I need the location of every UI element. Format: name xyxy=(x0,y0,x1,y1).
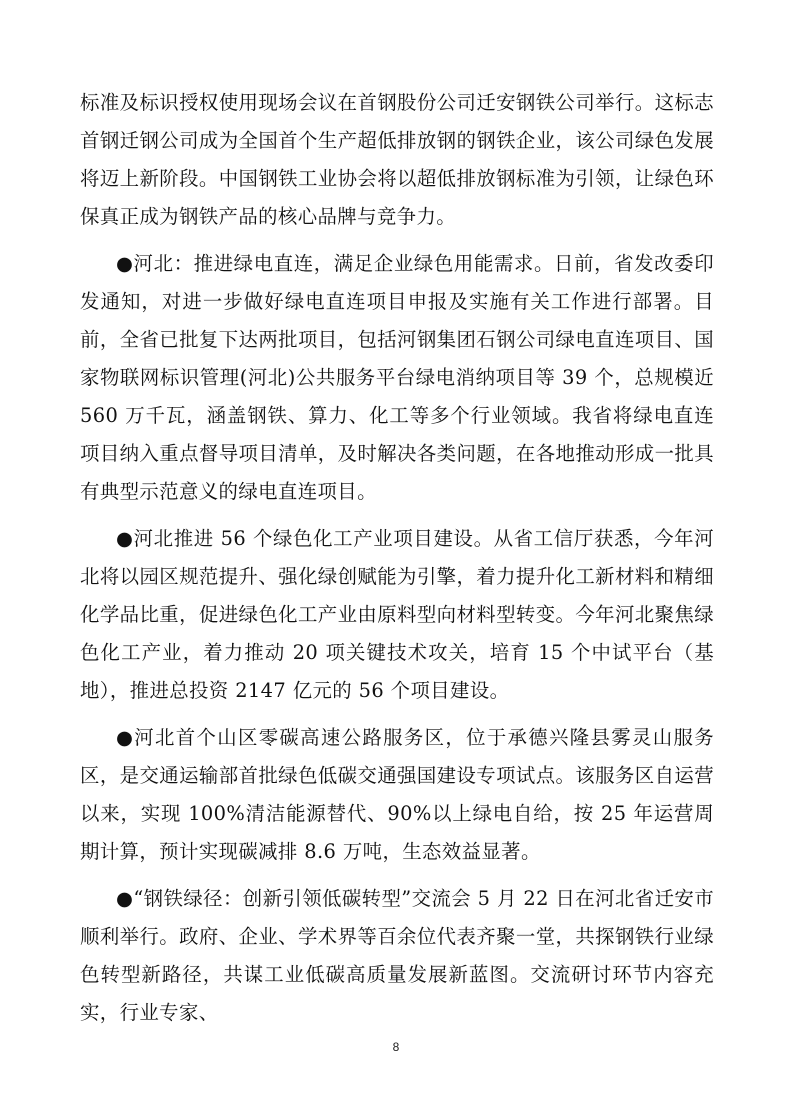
paragraph-hebei-green-power: ●河北：推进绿电直连，满足企业绿色用能需求。日前，省发改委印发通知，对进一步做好绿电直连项目申报及实施有关工作进行部署。目前，全省已批复下达两批项目，包括河钢集团石钢公司绿电直连项目、国家物联网标识管理(河北)公共服务平台绿电消纳项目等 39 个，总规模近 560 万千瓦，涵盖钢铁、算力、化工等多个行业领域。我省将绿电直连项目纳入重点督导项目清单，及时解决各类问题，在各地推动形成一批具有典型示范意义的绿电直连项目。 xyxy=(80,252,714,503)
paragraph-hebei-service-area: ●河北首个山区零碳高速公路服务区，位于承德兴隆县雾灵山服务区，是交通运输部首批绿色低碳交通强国建设专项试点。该服务区自运营以来，实现 100%清洁能源替代、90%以上绿电自给，按 25 年运营周期计算，预计实现碳减排 8.6 万吨，生态效益显著。 xyxy=(80,726,714,863)
paragraph-continuation: 标准及标识授权使用现场会议在首钢股份公司迁安钢铁公司举行。这标志首钢迁钢公司成为全国首个生产超低排放钢的钢铁企业，该公司绿色发展将迈上新阶段。中国钢铁工业协会将以超低排放钢标准为引领，让绿色环保真正成为钢铁产品的核心品牌与竞争力。 xyxy=(80,91,714,228)
paragraph-steel-forum: ●“钢铁绿径：创新引领低碳转型”交流会 5 月 22 日在河北省迁安市顺利举行。政府、企业、学术界等百余位代表齐聚一堂，共探钢铁行业绿色转型新路径，共谋工业低碳高质量发展新蓝图。交流研讨环节内容充实，行业专家、 xyxy=(80,887,714,1024)
paragraph-hebei-chemical: ●河北推进 56 个绿色化工产业项目建设。从省工信厅获悉，今年河北将以园区规范提升、强化绿创赋能为引擎，着力提升化工新材料和精细化学品比重，促进绿色化工产业由原料型向材料型转变。今年河北聚焦绿色化工产业，着力推动 20 项关键技术攻关，培育 15 个中试平台（基地），推进总投资 2147 亿元的 56 个项目建设。 xyxy=(80,527,714,702)
page-number: 8 xyxy=(392,1040,400,1054)
document-body xyxy=(80,84,714,1041)
